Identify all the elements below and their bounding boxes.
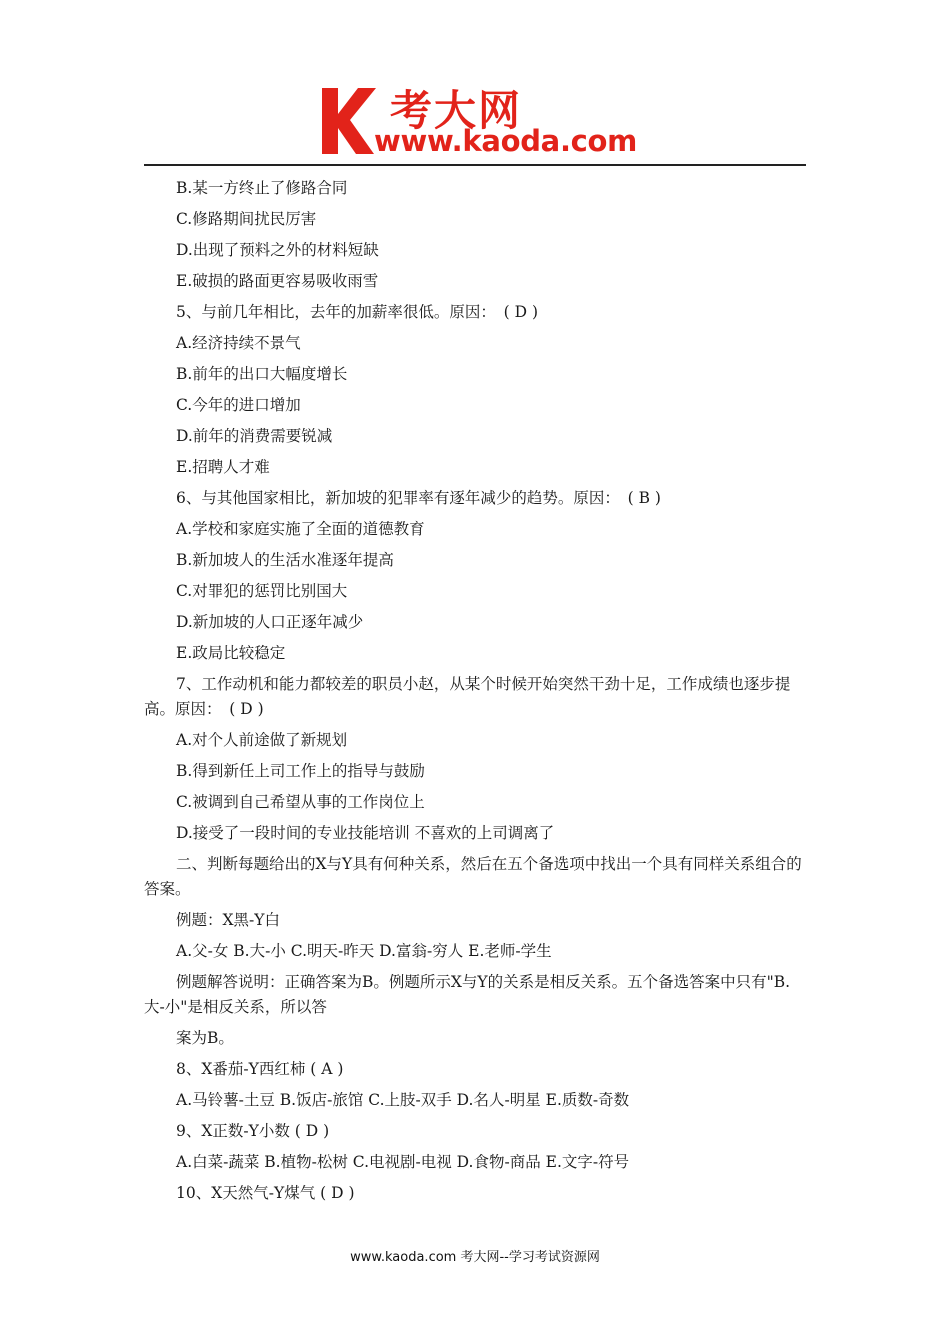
- text-line: B.前年的出口大幅度增长: [176, 365, 348, 383]
- text-line: B.得到新任上司工作上的指导与鼓励: [176, 762, 425, 780]
- text-line: E.政局比较稳定: [176, 644, 286, 662]
- logo-url-text: www.kaoda.com: [374, 124, 638, 158]
- text-line: A.学校和家庭实施了全面的道德教育: [176, 520, 425, 538]
- section-two-instructions: 二、判断每题给出的X与Y具有何种关系，然后在五个备选项中找出一个具有同样关系组合的答案。: [144, 855, 802, 898]
- text-line: E.招聘人才难: [176, 458, 270, 476]
- question-8-options: A.马铃薯-土豆 B.饭店-旅馆 C.上肢-双手 D.名人-明星 E.质数-奇数: [176, 1091, 630, 1109]
- document-body: [144, 176, 808, 1212]
- example-explanation: 例题解答说明：正确答案为B。例题所示X与Y的关系是相反关系。五个备选答案中只有"B.大-小"是相反关系，所以答: [144, 973, 791, 1016]
- text-line: D.接受了一段时间的专业技能培训 不喜欢的上司调离了: [176, 824, 555, 842]
- question-8: 8、X番茄-Y西红柿 ( A ): [176, 1060, 344, 1078]
- text-line: D.新加坡的人口正逐年减少: [176, 613, 364, 631]
- text-line: C.被调到自己希望从事的工作岗位上: [176, 793, 425, 811]
- text-line: D.出现了预料之外的材料短缺: [176, 241, 379, 259]
- question-5: 5、与前几年相比，去年的加薪率很低。原因： ( D ): [176, 303, 538, 321]
- question-7: 7、工作动机和能力都较差的职员小赵，从某个时候开始突然干劲十足，工作成绩也逐步提高。原因： ( D ): [144, 675, 791, 718]
- page-footer: www.kaoda.com 考大网--学习考试资源网: [350, 1250, 600, 1265]
- text-line: A.经济持续不景气: [176, 334, 301, 352]
- text-line: C.今年的进口增加: [176, 396, 301, 414]
- text-line: B.新加坡人的生活水准逐年提高: [176, 551, 394, 569]
- logo-chinese-text: 考大网: [390, 86, 523, 135]
- text-line: D.前年的消费需要锐减: [176, 427, 333, 445]
- example-question: 例题：X黑-Y白: [176, 911, 281, 929]
- k-letter-logo-icon: [318, 80, 382, 158]
- text-line: C.对罪犯的惩罚比别国大: [176, 582, 348, 600]
- question-10: 10、X天然气-Y煤气 ( D ): [176, 1184, 355, 1202]
- text-line: A.对个人前途做了新规划: [176, 731, 348, 749]
- text-line: C.修路期间扰民厉害: [176, 210, 317, 228]
- page-header: [0, 0, 950, 170]
- example-options: A.父-女 B.大-小 C.明天-昨天 D.富翁-穷人 E.老师-学生: [176, 942, 552, 960]
- text-line: B.某一方终止了修路合同: [176, 179, 348, 197]
- question-9-options: A.白菜-蔬菜 B.植物-松树 C.电视剧-电视 D.食物-商品 E.文字-符号: [176, 1153, 630, 1171]
- text-line: E.破损的路面更容易吸收雨雪: [176, 272, 379, 290]
- question-9: 9、X正数-Y小数 ( D ): [176, 1122, 330, 1140]
- kaoda-logo[interactable]: [318, 80, 648, 158]
- header-divider: [144, 164, 806, 166]
- question-6: 6、与其他国家相比，新加坡的犯罪率有逐年减少的趋势。原因： ( B ): [176, 489, 661, 507]
- text-line: 案为B。: [176, 1029, 234, 1047]
